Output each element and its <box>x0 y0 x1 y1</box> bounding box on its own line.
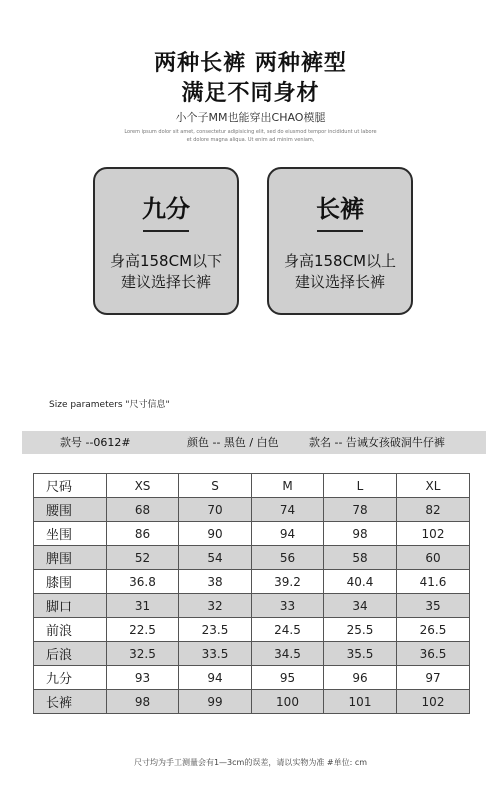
card-desc-line2: 建议选择长裤 <box>120 273 211 291</box>
card-divider <box>317 230 363 232</box>
table-cell: 35.5 <box>324 642 397 666</box>
table-cell: 54 <box>179 546 252 570</box>
table-cell: 34 <box>324 594 397 618</box>
table-cell: 36.5 <box>397 642 470 666</box>
card-description <box>95 251 237 293</box>
table-cell: 98 <box>324 522 397 546</box>
table-cell: 31 <box>107 594 179 618</box>
table-row-label: 膝围 <box>34 570 107 594</box>
table-header-cell: 尺码 <box>34 474 107 498</box>
table-cell: 34.5 <box>252 642 324 666</box>
card-divider <box>143 230 189 232</box>
table-cell: 102 <box>397 690 470 714</box>
table-row <box>34 690 470 714</box>
table-cell: 25.5 <box>324 618 397 642</box>
table-cell: 102 <box>397 522 470 546</box>
table-row <box>34 594 470 618</box>
card-title: 长裤 <box>316 195 364 223</box>
table-row <box>34 570 470 594</box>
lorem-line-1: Lorem ipsum dolor sit amet, consectetur adipisicing elit, sed do eiusmod tempor incididunt ut labore <box>124 129 377 135</box>
card-desc-line1: 身高158CM以下 <box>109 252 223 270</box>
color-info: 颜色 -- 黑色 / 白色 <box>187 436 279 449</box>
table-cell: 90 <box>179 522 252 546</box>
table-cell: 101 <box>324 690 397 714</box>
size-table <box>33 473 470 714</box>
table-header-cell: XL <box>397 474 470 498</box>
table-header-cell: L <box>324 474 397 498</box>
table-cell: 22.5 <box>107 618 179 642</box>
card-desc-line1: 身高158CM以上 <box>283 252 397 270</box>
table-cell: 86 <box>107 522 179 546</box>
table-row-label: 后浪 <box>34 642 107 666</box>
table-cell: 38 <box>179 570 252 594</box>
product-info-bar <box>22 431 486 454</box>
style-number: 款号 --0612# <box>60 436 131 449</box>
table-cell: 33.5 <box>179 642 252 666</box>
table-cell: 96 <box>324 666 397 690</box>
table-cell: 35 <box>397 594 470 618</box>
card-cropped-pants <box>93 167 239 315</box>
table-cell: 58 <box>324 546 397 570</box>
table-row-label: 腰围 <box>34 498 107 522</box>
lorem-line-2: et dolore magna aliqua. Ut enim ad minim veniam, <box>186 137 315 143</box>
table-row-label: 前浪 <box>34 618 107 642</box>
product-name: 款名 -- 告诫女孩破洞牛仔裤 <box>309 436 445 449</box>
measurement-footnote: 尺寸均为手工测量会有1—3cm的误差，请以实物为准 #单位: cm <box>133 758 368 767</box>
table-cell: 36.8 <box>107 570 179 594</box>
table-cell: 33 <box>252 594 324 618</box>
table-cell: 94 <box>252 522 324 546</box>
lorem-text <box>0 128 501 144</box>
table-cell: 100 <box>252 690 324 714</box>
table-cell: 23.5 <box>179 618 252 642</box>
table-row <box>34 618 470 642</box>
table-row-label: 长裤 <box>34 690 107 714</box>
table-cell: 32 <box>179 594 252 618</box>
table-cell: 68 <box>107 498 179 522</box>
table-row <box>34 546 470 570</box>
table-cell: 39.2 <box>252 570 324 594</box>
table-row-label: 九分 <box>34 666 107 690</box>
table-header-cell: M <box>252 474 324 498</box>
table-cell: 74 <box>252 498 324 522</box>
card-desc-line2: 建议选择长裤 <box>294 273 385 291</box>
table-header-cell: XS <box>107 474 179 498</box>
size-parameters-label: Size parameters "尺寸信息" <box>49 400 170 410</box>
table-row-label: 脚口 <box>34 594 107 618</box>
table-row <box>34 642 470 666</box>
table-cell: 93 <box>107 666 179 690</box>
table-cell: 78 <box>324 498 397 522</box>
table-cell: 82 <box>397 498 470 522</box>
table-cell: 99 <box>179 690 252 714</box>
table-row <box>34 522 470 546</box>
table-header-cell: S <box>179 474 252 498</box>
table-cell: 95 <box>252 666 324 690</box>
headline-line2: 满足不同身材 <box>181 81 320 106</box>
table-cell: 97 <box>397 666 470 690</box>
headline-line1: 两种长裤 两种裤型 <box>154 51 347 76</box>
table-cell: 41.6 <box>397 570 470 594</box>
table-cell: 32.5 <box>107 642 179 666</box>
table-cell: 52 <box>107 546 179 570</box>
card-description <box>269 251 411 293</box>
table-row-label: 脾围 <box>34 546 107 570</box>
table-row <box>34 666 470 690</box>
table-cell: 24.5 <box>252 618 324 642</box>
table-row <box>34 498 470 522</box>
table-cell: 26.5 <box>397 618 470 642</box>
table-row-label: 坐围 <box>34 522 107 546</box>
table-cell: 56 <box>252 546 324 570</box>
table-cell: 94 <box>179 666 252 690</box>
card-long-pants <box>267 167 413 315</box>
table-header-row <box>34 474 470 498</box>
subtitle: 小个子MM也能穿出CHAO模腿 <box>175 111 326 124</box>
table-cell: 60 <box>397 546 470 570</box>
table-cell: 40.4 <box>324 570 397 594</box>
card-title: 九分 <box>142 195 190 223</box>
table-cell: 70 <box>179 498 252 522</box>
table-cell: 98 <box>107 690 179 714</box>
